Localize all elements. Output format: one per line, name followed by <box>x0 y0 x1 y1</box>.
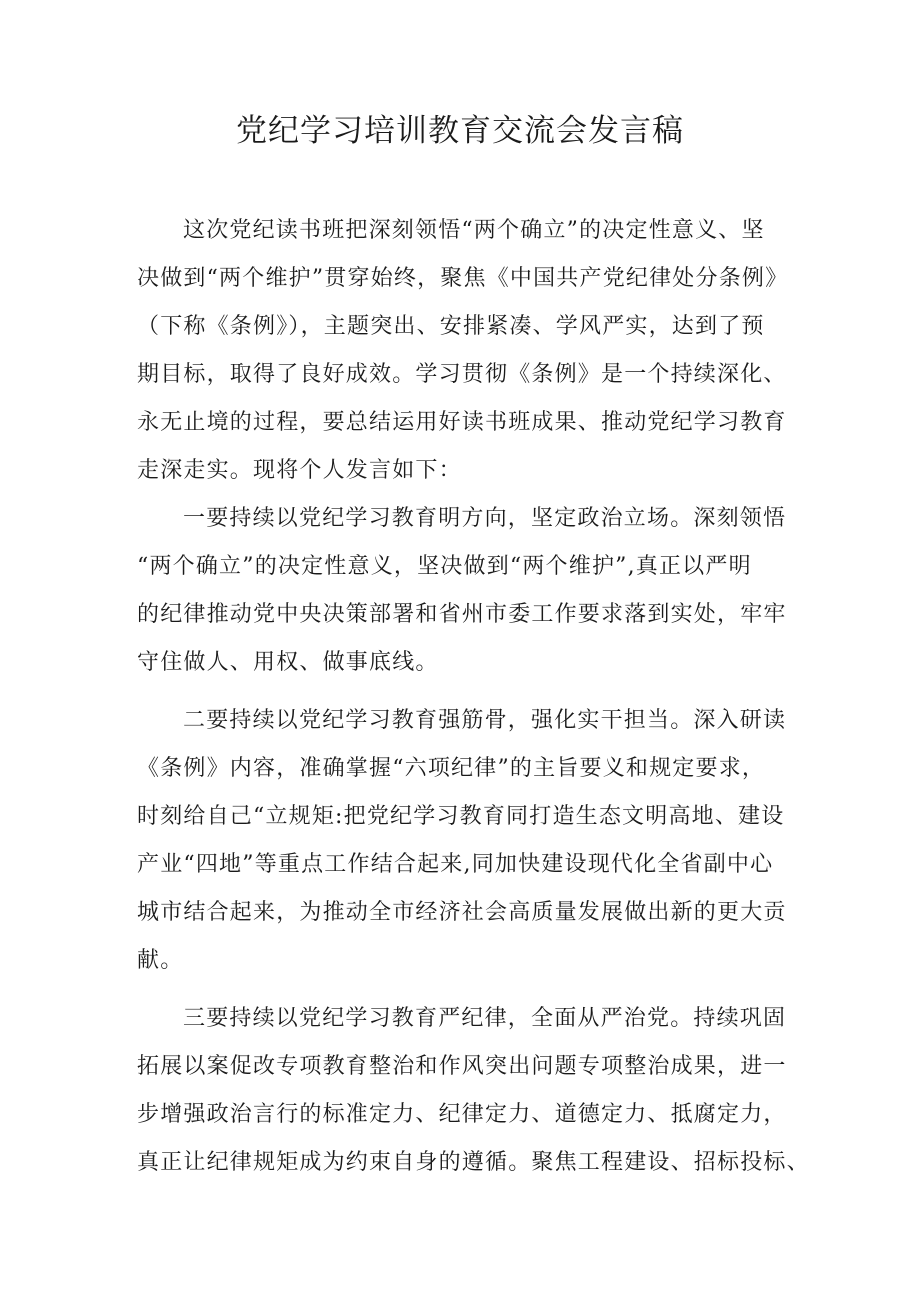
text-line: 永无止境的过程，要总结运用好读书班成果、推动党纪学习教育 <box>137 410 787 435</box>
text-line: 时刻给自己“立规矩:把党纪学习教育同打造生态文明高地、建设 <box>137 804 785 829</box>
document-title: 党纪学习培训教育交流会发言稿 <box>236 113 684 149</box>
text-line: 真正让纪律规矩成为约束自身的遵循。聚焦工程建设、招标投标、 <box>137 1150 810 1175</box>
text-line: 《条例》内容，准确掌握“六项纪律”的主旨要义和规定要求， <box>137 756 766 781</box>
document-body <box>137 207 810 1187</box>
paragraph-spacing <box>137 985 789 995</box>
paragraph-spacing <box>137 687 789 697</box>
text-line: 一要持续以党纪学习教育明方向，坚定政治立场。深刻领悟 <box>183 506 787 531</box>
paragraph-2 <box>137 495 789 687</box>
text-line: 步增强政治言行的标准定力、纪律定力、道德定力、抵腐定力， <box>137 1102 787 1127</box>
text-line: 城市结合起来，为推动全市经济社会高质量发展做出新的更大贡 <box>137 900 787 925</box>
paragraph-3 <box>137 697 789 985</box>
text-line: 的纪律推动党中央决策部署和省州市委工作要求落到实处，牢牢 <box>137 602 787 627</box>
text-line: 拓展以案促改专项教育整治和作风突出问题专项整治成果，进一 <box>137 1054 787 1079</box>
text-line: 决做到“两个维护”贯穿始终，聚焦《中国共产党纪律处分条例》 <box>137 266 789 291</box>
paragraph-1 <box>137 207 789 495</box>
text-line: 二要持续以党纪学习教育强筋骨，强化实干担当。深入研读 <box>183 708 787 733</box>
text-line: 献。 <box>137 948 184 973</box>
text-line: 产业“四地”等重点工作结合起来,同加快建设现代化全省副中心 <box>137 852 774 877</box>
text-line: 这次党纪读书班把深刻领悟“两个确立”的决定性意义、坚 <box>183 218 765 243</box>
text-line: “两个确立”的决定性意义，坚决做到“两个维护”,真正以严明 <box>137 554 752 579</box>
paragraph-4 <box>137 995 810 1187</box>
text-line: 守住做人、用权、做事底线。 <box>137 650 439 675</box>
text-line: 期目标，取得了良好成效。学习贯彻《条例》是一个持续深化、 <box>137 362 787 387</box>
text-line: （下称《条例》），主题突出、安排紧凑、学风严实，达到了预 <box>137 314 765 339</box>
text-line: 走深走实。现将个人发言如下： <box>137 458 462 483</box>
text-line: 三要持续以党纪学习教育严纪律，全面从严治党。持续巩固 <box>183 1006 787 1031</box>
